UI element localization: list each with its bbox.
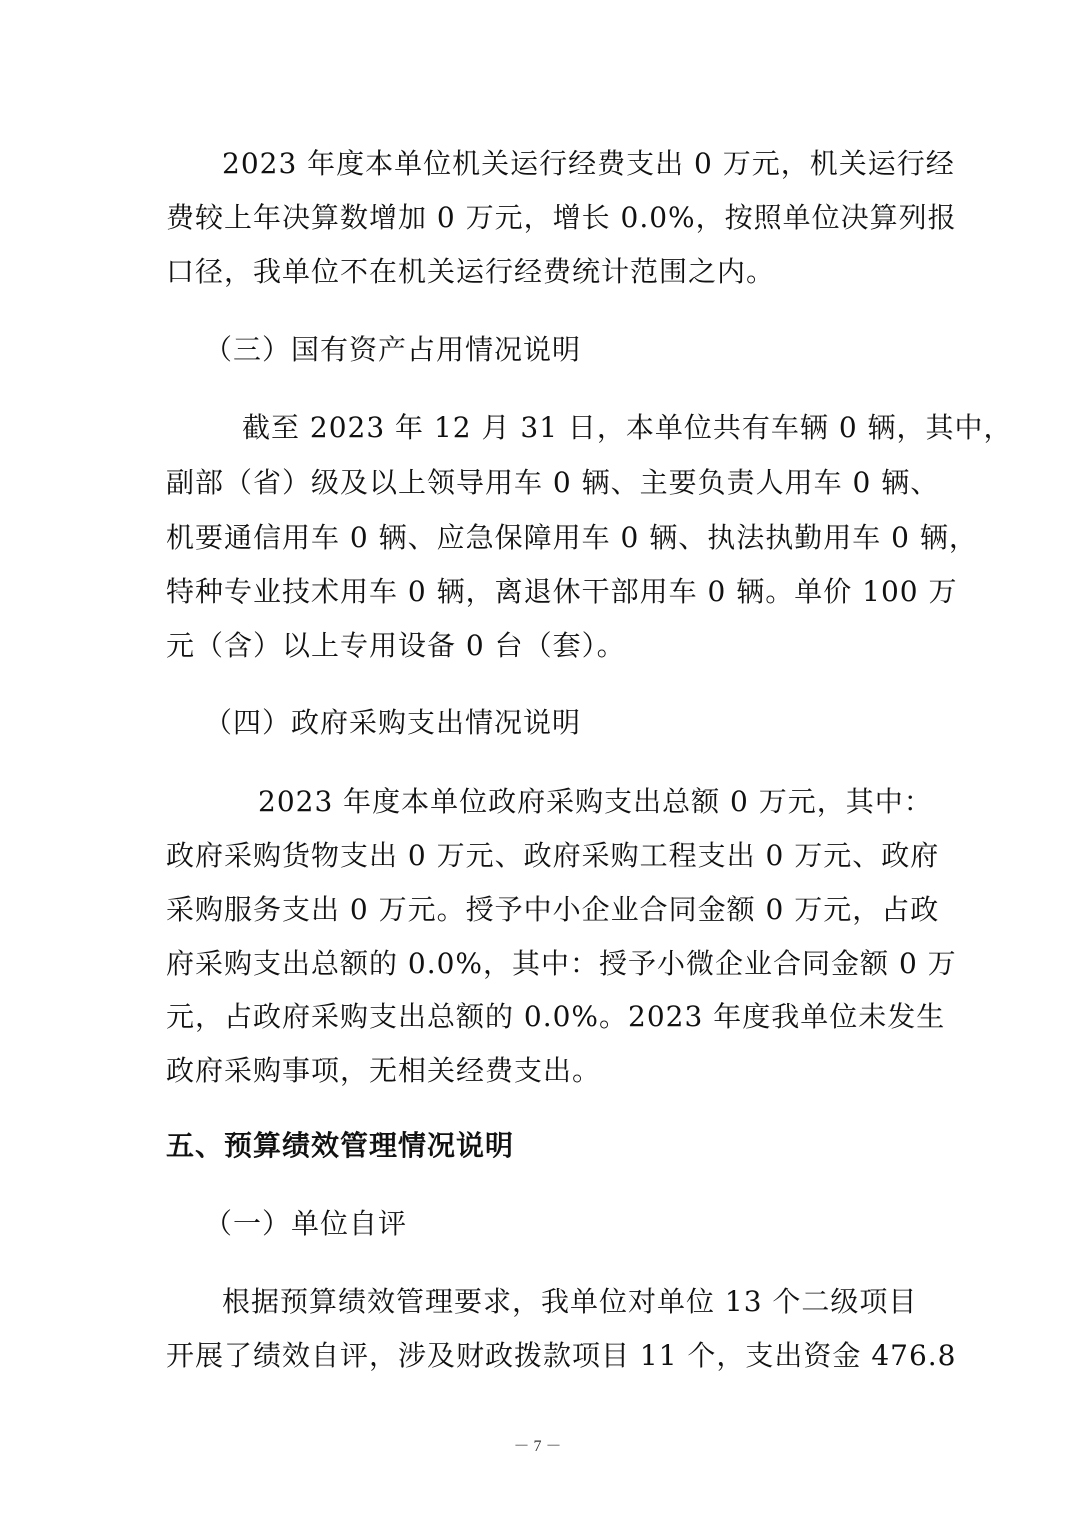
paragraph-line: 采购服务支出 0 万元。授予中小企业合同金额 0 万元，占政 [166, 893, 940, 926]
paragraph-line: 2023 年度本单位政府采购支出总额 0 万元，其中： [258, 785, 933, 818]
section-heading-procurement: （四）政府采购支出情况说明 [204, 706, 582, 739]
paragraph-line: 副部（省）级及以上领导用车 0 辆、主要负责人用车 0 辆、 [166, 466, 940, 499]
section-heading-self-evaluation: （一）单位自评 [204, 1207, 408, 1240]
paragraph-line: 特种专业技术用车 0 辆，离退休干部用车 0 辆。单价 100 万 [166, 575, 958, 608]
paragraph-line: 开展了绩效自评，涉及财政拨款项目 11 个，支出资金 476.8 [166, 1339, 957, 1372]
paragraph-line: 政府采购货物支出 0 万元、政府采购工程支出 0 万元、政府 [166, 839, 940, 872]
paragraph-line: 2023 年度本单位机关运行经费支出 0 万元，机关运行经 [222, 147, 955, 180]
paragraph-line: 府采购支出总额的 0.0%，其中：授予小微企业合同金额 0 万 [166, 947, 957, 980]
section-heading-assets: （三）国有资产占用情况说明 [204, 333, 582, 366]
paragraph-line: 截至 2023 年 12 月 31 日，本单位共有车辆 0 辆，其中， [242, 411, 1013, 444]
chapter-heading-performance: 五、预算绩效管理情况说明 [166, 1129, 515, 1162]
paragraph-line: 元（含）以上专用设备 0 台（套）。 [166, 629, 626, 662]
paragraph-line: 政府采购事项，无相关经费支出。 [166, 1054, 602, 1087]
paragraph-line: 费较上年决算数增加 0 万元，增长 0.0%，按照单位决算列报 [166, 201, 957, 234]
paragraph-line: 机要通信用车 0 辆、应急保障用车 0 辆、执法执勤用车 0 辆， [166, 521, 978, 554]
page-number: － 7 － [513, 1438, 562, 1455]
paragraph-line: 根据预算绩效管理要求，我单位对单位 13 个二级项目 [222, 1285, 918, 1318]
paragraph-line: 元，占政府采购支出总额的 0.0%。2023 年度我单位未发生 [166, 1000, 946, 1033]
paragraph-line: 口径，我单位不在机关运行经费统计范围之内。 [166, 255, 776, 288]
